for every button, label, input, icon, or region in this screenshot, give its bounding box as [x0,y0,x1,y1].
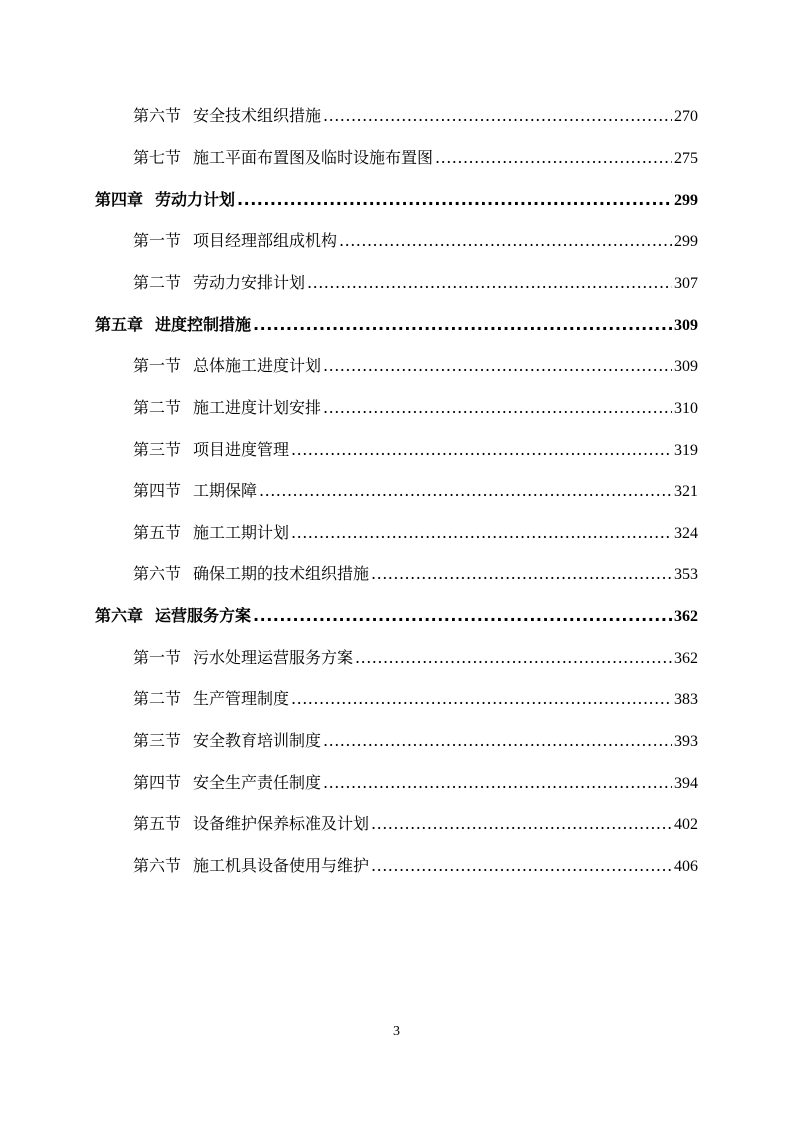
dot-leader [371,812,672,836]
toc-entry-page: 310 [674,400,698,417]
toc-entry-title: 劳动力安排计划 [193,273,306,292]
toc-entry-page: 299 [674,192,698,209]
toc-entry-page: 275 [674,150,698,167]
dot-leader [323,396,672,420]
toc-entry-chapter[interactable] [95,313,698,337]
toc-entry-title: 施工机具设备使用与维护 [193,856,370,875]
toc-entry-title: 劳动力计划 [155,190,236,209]
toc-entry-section[interactable] [133,854,698,878]
toc-entry-page: 309 [674,317,698,334]
toc-entry-title: 总体施工进度计划 [193,356,322,375]
toc-entry-title: 项目经理部组成机构 [193,231,338,250]
toc-entry-chapter[interactable] [95,188,698,212]
toc-entry-title: 施工平面布置图及临时设施布置图 [193,148,434,167]
toc-entry-page: 362 [674,650,698,667]
dot-leader [435,146,672,170]
toc-entry-number: 第六节 [133,856,182,875]
dot-leader [323,354,672,378]
toc-entry-page: 406 [674,858,698,875]
toc-entry-page: 394 [674,775,698,792]
dot-leader [323,771,672,795]
toc-entry-page: 319 [674,442,698,459]
toc-entry-title: 运营服务方案 [155,606,252,625]
toc-entry-page: 393 [674,733,698,750]
toc-entry-section[interactable] [133,354,698,378]
toc-entry-section[interactable] [133,562,698,586]
toc-entry-number: 第四节 [133,481,182,500]
toc-entry-section[interactable] [133,729,698,753]
toc-entry-section[interactable] [133,104,698,128]
toc-entry-page: 307 [674,275,698,292]
toc-entry-title: 安全生产责任制度 [193,773,322,792]
toc-entry-section[interactable] [133,521,698,545]
toc-entry-page: 270 [674,108,698,125]
toc-entry-number: 第二节 [133,689,182,708]
dot-leader [355,646,672,670]
toc-entry-page: 324 [674,525,698,542]
toc-entry-number: 第五节 [133,814,182,833]
dot-leader [253,313,672,337]
toc-entry-section[interactable] [133,479,698,503]
toc-entry-number: 第六节 [133,106,182,125]
toc-entry-section[interactable] [133,271,698,295]
dot-leader [339,229,672,253]
toc-entry-title: 污水处理运营服务方案 [193,648,354,667]
toc-entry-number: 第三节 [133,731,182,750]
toc-entry-number: 第六节 [133,564,182,583]
toc-entry-section[interactable] [133,812,698,836]
toc-entry-number: 第五章 [95,315,144,334]
toc-entry-title: 项目进度管理 [193,440,290,459]
toc-entry-title: 工期保障 [193,481,258,500]
toc-entry-section[interactable] [133,438,698,462]
toc-entry-title: 安全教育培训制度 [193,731,322,750]
toc-entry-title: 生产管理制度 [193,689,290,708]
toc-entry-number: 第三节 [133,440,182,459]
toc-entry-page: 362 [674,608,698,625]
toc-entry-title: 确保工期的技术组织措施 [193,564,370,583]
toc-entry-section[interactable] [133,646,698,670]
toc-entry-number: 第一节 [133,231,182,250]
dot-leader [371,854,672,878]
toc-entry-page: 299 [674,233,698,250]
dot-leader [259,479,672,503]
dot-leader [323,104,672,128]
toc-entry-number: 第六章 [95,606,144,625]
toc-entry-section[interactable] [133,771,698,795]
toc-entry-number: 第七节 [133,148,182,167]
toc-entry-number: 第一节 [133,648,182,667]
dot-leader [323,729,672,753]
dot-leader [291,438,672,462]
page-number: 3 [393,1024,400,1039]
toc-entry-section[interactable] [133,146,698,170]
toc-entry-section[interactable] [133,396,698,420]
dot-leader [307,271,672,295]
toc-entry-number: 第二节 [133,273,182,292]
dot-leader [291,521,672,545]
toc-entry-chapter[interactable] [95,604,698,628]
toc-entry-title: 施工工期计划 [193,523,290,542]
dot-leader [291,687,672,711]
toc-entry-number: 第四节 [133,773,182,792]
toc-entry-page: 309 [674,358,698,375]
toc-entry-page: 321 [674,483,698,500]
toc-entry-title: 施工进度计划安排 [193,398,322,417]
toc-entry-page: 383 [674,691,698,708]
toc-entry-page: 353 [674,566,698,583]
toc-entry-title: 设备维护保养标准及计划 [193,814,370,833]
toc-entry-page: 402 [674,816,698,833]
dot-leader [371,562,672,586]
toc-entry-title: 安全技术组织措施 [193,106,322,125]
dot-leader [237,188,672,212]
toc-entry-title: 进度控制措施 [155,315,252,334]
toc-entry-section[interactable] [133,687,698,711]
toc-entry-section[interactable] [133,229,698,253]
toc-entry-number: 第二节 [133,398,182,417]
toc-entry-number: 第四章 [95,190,144,209]
toc-entry-number: 第一节 [133,356,182,375]
toc-entry-number: 第五节 [133,523,182,542]
dot-leader [253,604,672,628]
